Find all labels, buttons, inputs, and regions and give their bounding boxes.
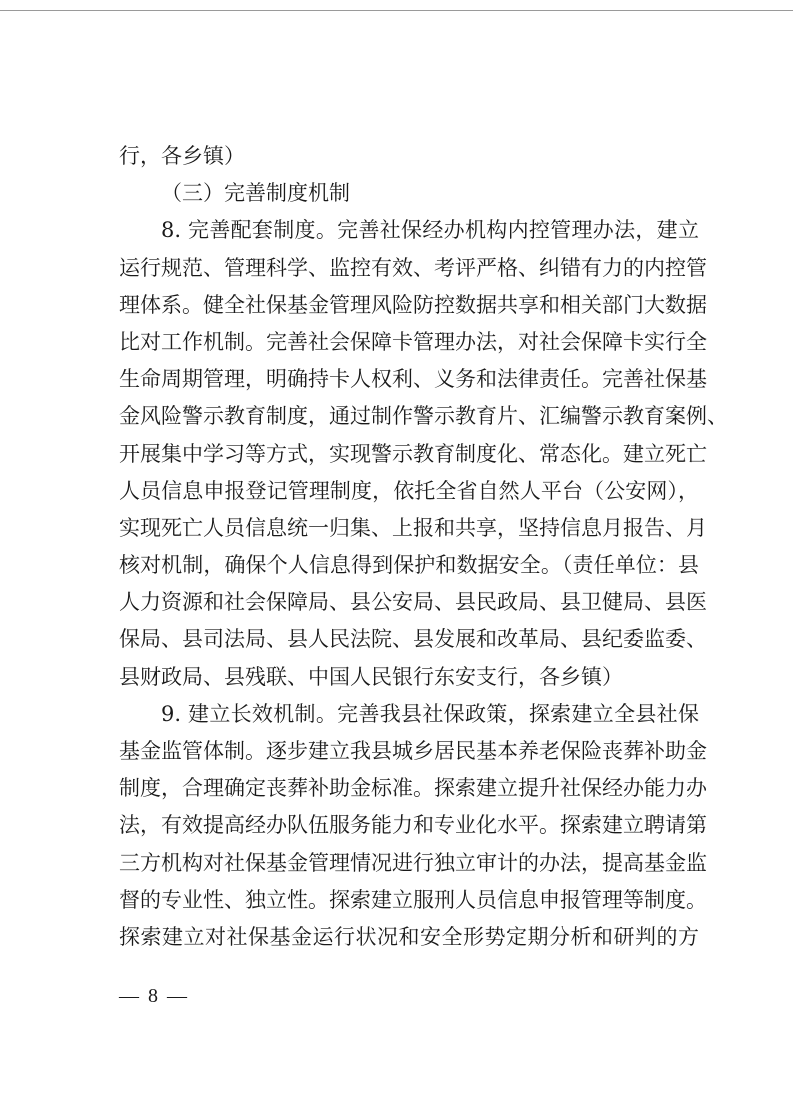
paragraph-8-start: 8. 完善配套制度。完善社保经办机构内控管理办法，建立 <box>161 218 699 243</box>
text-line: 比对工作机制。完善社会保障卡管理办法，对社会保障卡实行全 <box>119 329 707 354</box>
text-line: 运行规范、管理科学、监控有效、考评严格、纠错有力的内控管 <box>119 255 707 280</box>
text-line: 法，有效提高经办队伍服务能力和专业化水平。探索建立聘请第 <box>119 813 707 838</box>
text-line-continuation: 行，各乡镇） <box>119 144 245 168</box>
text-line: 生命周期管理，明确持卡人权利、义务和法律责任。完善社保基 <box>119 367 707 392</box>
top-border-line <box>0 10 793 11</box>
paragraph-9-start: 9. 建立长效机制。完善我县社保政策，探索建立全县社保 <box>161 701 699 726</box>
text-line: 基金监管体制。逐步建立我县城乡居民基本养老保险丧葬补助金 <box>119 739 707 763</box>
text-line: 制度，合理确定丧葬补助金标准。探索建立提升社保经办能力办 <box>119 776 707 801</box>
text-line: 理体系。健全社保基金管理风险防控数据共享和相关部门大数据 <box>119 292 707 317</box>
text-line: 探索建立对社保基金运行状况和安全形势定期分析和研判的方 <box>119 924 699 949</box>
text-line: 核对机制，确保个人信息得到保护和数据安全。（责任单位：县 <box>119 553 699 578</box>
section-heading: （三）完善制度机制 <box>161 181 350 206</box>
text-line: 金风险警示教育制度，通过制作警示教育片、汇编警示教育案例、 <box>119 404 728 429</box>
page-number: — 8 — <box>119 985 189 1007</box>
text-line: 开展集中学习等方式，实现警示教育制度化、常态化。建立死亡 <box>119 441 707 466</box>
text-line: 实现死亡人员信息统一归集、上报和共享，坚持信息月报告、月 <box>119 515 707 540</box>
text-line: 人员信息申报登记管理制度，依托全省自然人平台（公安网）， <box>119 478 699 503</box>
text-line: 保局、县司法局、县人民法院、县发展和改革局、县纪委监委、 <box>119 627 707 652</box>
text-line: 三方机构对社保基金管理情况进行独立审计的办法，提高基金监 <box>119 850 707 875</box>
text-line-paragraph-end: 县财政局、县残联、中国人民银行东安支行，各乡镇） <box>119 664 623 689</box>
document-body <box>119 138 728 956</box>
text-line: 督的专业性、独立性。探索建立服刑人员信息申报管理等制度。 <box>119 887 707 912</box>
text-line: 人力资源和社会保障局、县公安局、县民政局、县卫健局、县医 <box>119 590 707 615</box>
